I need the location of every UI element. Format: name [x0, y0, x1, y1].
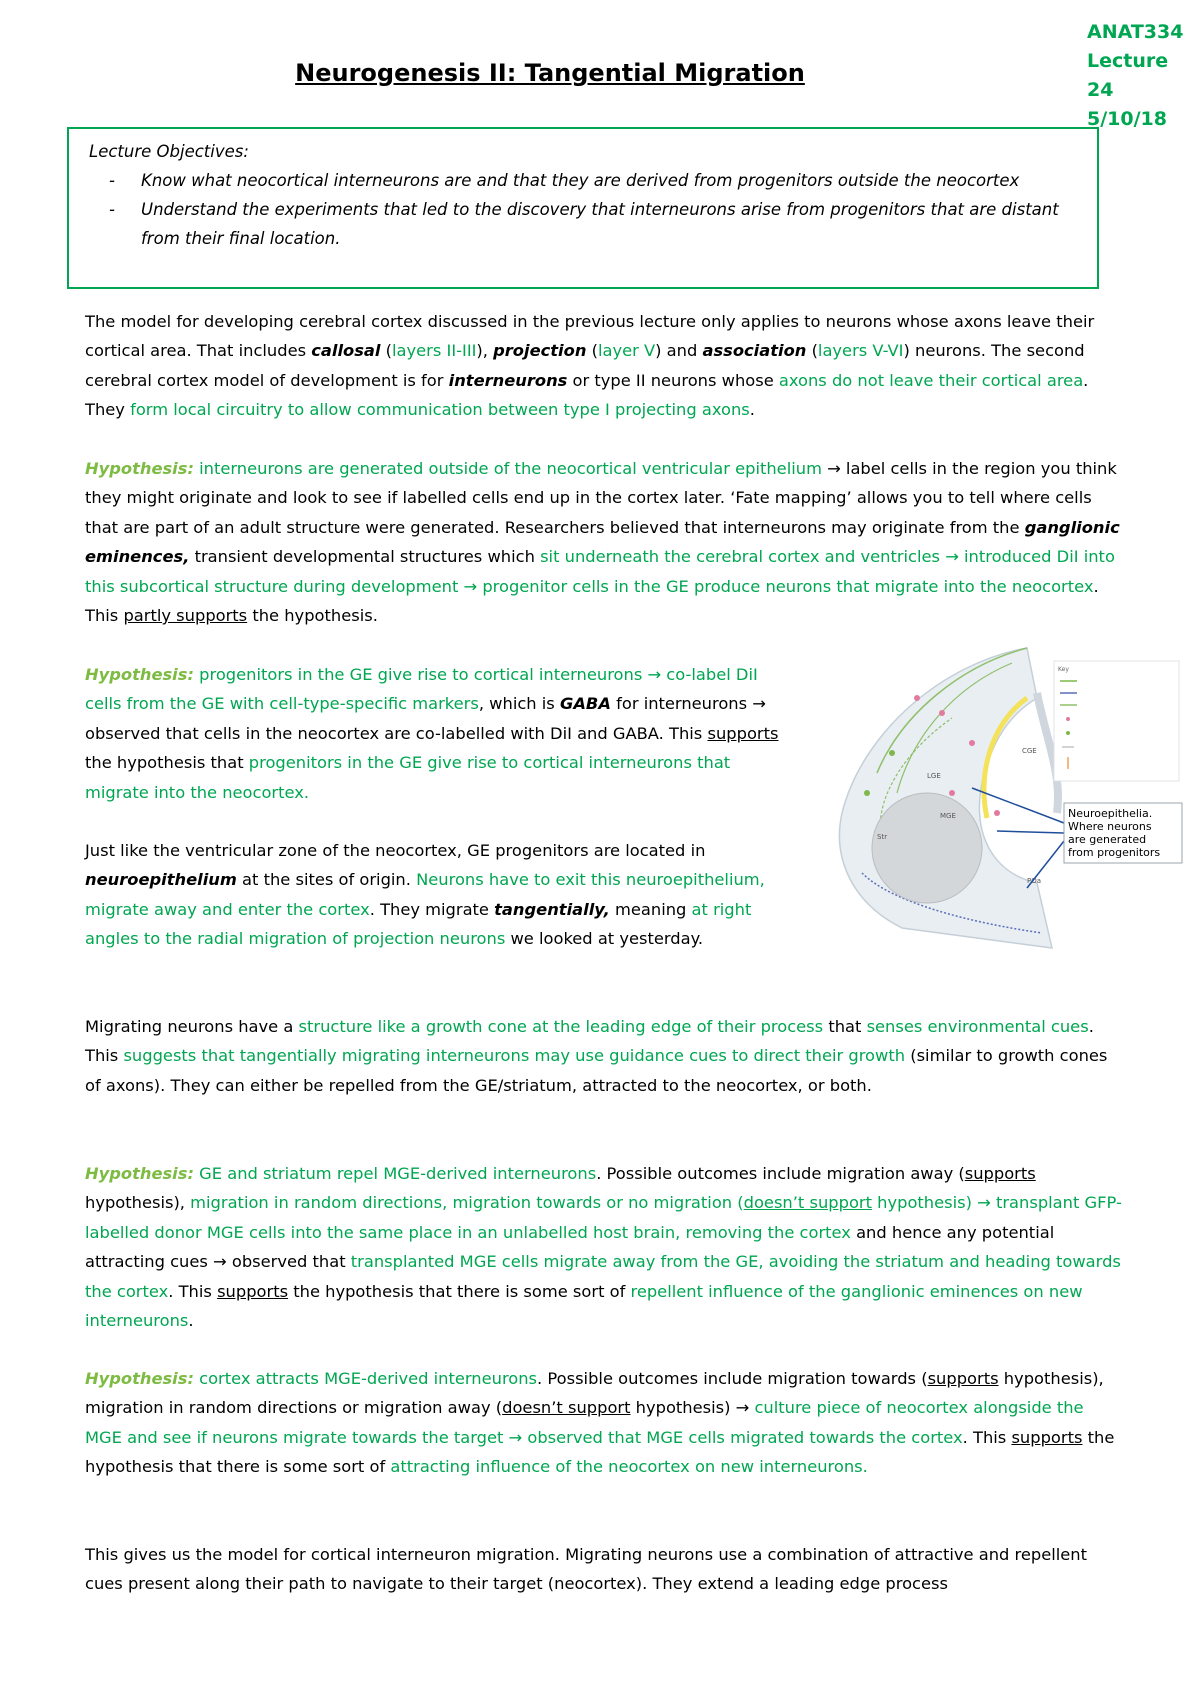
callout-text: from progenitors [1068, 846, 1161, 859]
labelled-cell [914, 695, 920, 701]
legend-title: Key [1058, 666, 1069, 673]
region-label: MGE [940, 812, 956, 820]
callout-text: are generated [1068, 833, 1147, 846]
region-label: CGE [1022, 747, 1037, 755]
labelled-cell [939, 710, 945, 716]
paragraph-hypothesis-4: Hypothesis: cortex attracts MGE-derived interneurons. Possible outcomes include migration towards (supports hypothesis), migration in random directions or migration away (doesn’t support hypothesis) → culture piece of neocortex alongside the MGE and see if neurons migrate towards the target → observed that MGE cells migrated towards the cortex. This supports the hypothesis that there is some sort of attracting influence of the neocortex on new interneurons. [85, 1369, 1115, 1477]
region-label: POa [1027, 877, 1042, 885]
striatum-region [872, 793, 982, 903]
paragraph-growth-cone: Migrating neurons have a structure like a growth cone at the leading edge of their process that senses environmental cues. This suggests that tangentially migrating interneurons may use guidance cues to direct their growth (similar to growth cones of axons). They can either be repelled from the GE/striatum, attracted to the neocortex, or both. [85, 1017, 1108, 1095]
labelled-cell [969, 740, 975, 746]
paragraph-hypothesis-3: Hypothesis: GE and striatum repel MGE-derived interneurons. Possible outcomes include migration away (supports hypothesis), migration in random directions, migration towards or no migration (doesn’t support hypothesis) → transplant GFP-labelled donor MGE cells into the same place in an unlabelled host brain, removing the cortex and hence any potential attracting cues → observed that transplanted MGE cells migrate away from the GE, avoiding the striatum and heading towards the cortex. This supports the hypothesis that there is some sort of repellent influence of the ganglionic eminences on new interneurons. [85, 1164, 1122, 1331]
paragraph-neuroepithelium: Just like the ventricular zone of the neocortex, GE progenitors are located in neuroepithelium at the sites of origin. Neurons have to exit this neuroepithelium, migrate away and enter the cortex. They migrate tangentially, meaning at right angles to the radial migration of projection neurons we looked at yesterday. [85, 841, 765, 949]
paragraph-model-summary: This gives us the model for cortical interneuron migration. Migrating neurons use a combination of attractive and repellent cues present along their path to navigate to their target (neocortex). They extend a leading edge process [85, 1545, 1088, 1594]
lecture-objectives-box [67, 127, 1099, 289]
figure-legend [1054, 661, 1179, 781]
labelled-cell [949, 790, 955, 796]
interneuron-migration-diagram [822, 643, 1185, 951]
paragraph-hypothesis-1: Hypothesis: interneurons are generated outside of the neocortical ventricular epithelium → label cells in the region you think they might originate and look to see if labelled cells end up in the cortex later. ‘Fate mapping’ allows you to tell where cells that are part of an adult structure were generated. Researchers believed that interneurons may originate from the ganglionic eminences, transient developmental structures which sit underneath the cerebral cortex and ventricles → introduced DiI into this subcortical structure during development → progenitor cells in the GE produce neurons that migrate into the neocortex. This partly supports the hypothesis. [85, 459, 1120, 626]
labelled-cell [994, 810, 1000, 816]
objectives-list [89, 166, 1077, 253]
callout-text: Neuroepithelia. [1068, 807, 1153, 820]
legend-swatch [1066, 717, 1070, 721]
course-info [1087, 18, 1197, 134]
region-label: LGE [927, 772, 941, 780]
objectives-heading: Lecture Objectives: [89, 142, 249, 161]
objective-item: - Know what neocortical interneurons are and that they are derived from progenitors outside the neocortex [89, 166, 1077, 195]
course-code: ANAT334 [1087, 21, 1184, 43]
objective-item: - Understand the experiments that led to the discovery that interneurons arise from progenitors that are distant from their final location. [89, 195, 1077, 253]
paragraph-hypothesis-2: Hypothesis: progenitors in the GE give rise to cortical interneurons → co-label DiI cells from the GE with cell-type-specific markers, which is GABA for interneurons → observed that cells in the neocortex are co-labelled with DiI and GABA. This supports the hypothesis that progenitors in the GE give rise to cortical interneurons that migrate into the neocortex. [85, 665, 779, 802]
paragraph-intro: The model for developing cerebral cortex discussed in the previous lecture only applies to neurons whose axons leave their cortical area. That includes callosal (layers II-III), projection (layer V) and association (layers V-VI) neurons. The second cerebral cortex model of development is for interneurons or type II neurons whose axons do not leave their cortical area. They form local circuitry to allow communication between type I projecting axons. [85, 312, 1095, 420]
interneuron-cell [864, 790, 870, 796]
callout-text: Where neurons [1068, 820, 1152, 833]
lecture-date: 5/10/18 [1087, 108, 1167, 130]
page-title: Neurogenesis II: Tangential Migration [295, 59, 805, 87]
lecture-number: Lecture 24 [1087, 50, 1169, 101]
legend-swatch [1066, 731, 1070, 735]
interneuron-cell [889, 750, 895, 756]
region-label: Str [877, 833, 888, 841]
